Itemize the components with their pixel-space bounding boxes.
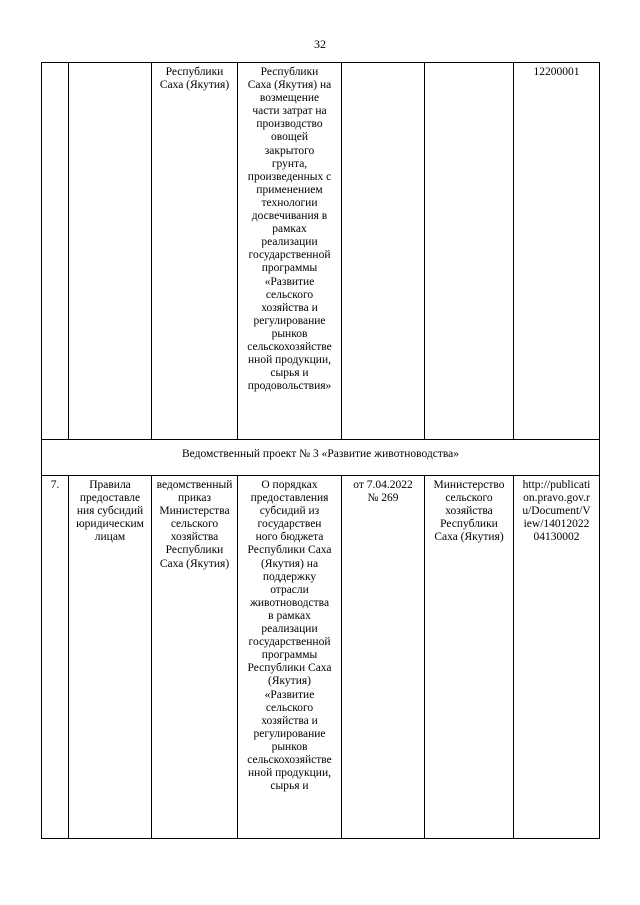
cell-number (42, 63, 69, 440)
cell-date-number (342, 63, 425, 440)
table-row (42, 63, 600, 440)
table-row (42, 476, 600, 839)
cell-name (69, 63, 152, 440)
section-heading: Ведомственный проект № 3 «Развитие животноводства» (42, 440, 600, 476)
cell-date-number: от 7.04.2022 № 269 (342, 476, 425, 839)
cell-act-subject: О порядках предоставления субсидий из государствен ного бюджета Республики Саха (Якутия) на поддержку отрасли животноводства в рамках реализации государственной программы Республики Саха (Якутия) «Развитие сельского хозяйства и регулирование рынков сельскохозяйстве нной продукции, сырья и (238, 476, 342, 839)
document-table (41, 62, 600, 839)
cell-act-type: ведомственный приказ Министерства сельского хозяйства Республики Саха (Якутия) (152, 476, 238, 839)
page-number: 32 (314, 37, 326, 51)
cell-ministry (425, 63, 514, 440)
cell-ministry: Министерство сельского хозяйства Республики Саха (Якутия) (425, 476, 514, 839)
cell-link: 12200001 (514, 63, 600, 440)
cell-act-subject: Республики Саха (Якутия) на возмещение части затрат на производство овощей закрытого грунта, произведенных с применением технологии досвечивания в рамках реализации государственной программы «Развитие сельского хозяйства и регулирование рынков сельскохозяйстве нной продукции, сырья и продовольствия» (238, 63, 342, 440)
cell-act-type: Республики Саха (Якутия) (152, 63, 238, 440)
cell-name: Правила предоставле ния субсидий юридическим лицам (69, 476, 152, 839)
cell-link[interactable]: http://publicati on.pravo.gov.r u/Document/V iew/14012022 04130002 (514, 476, 600, 839)
section-row (42, 440, 600, 476)
cell-number: 7. (42, 476, 69, 839)
